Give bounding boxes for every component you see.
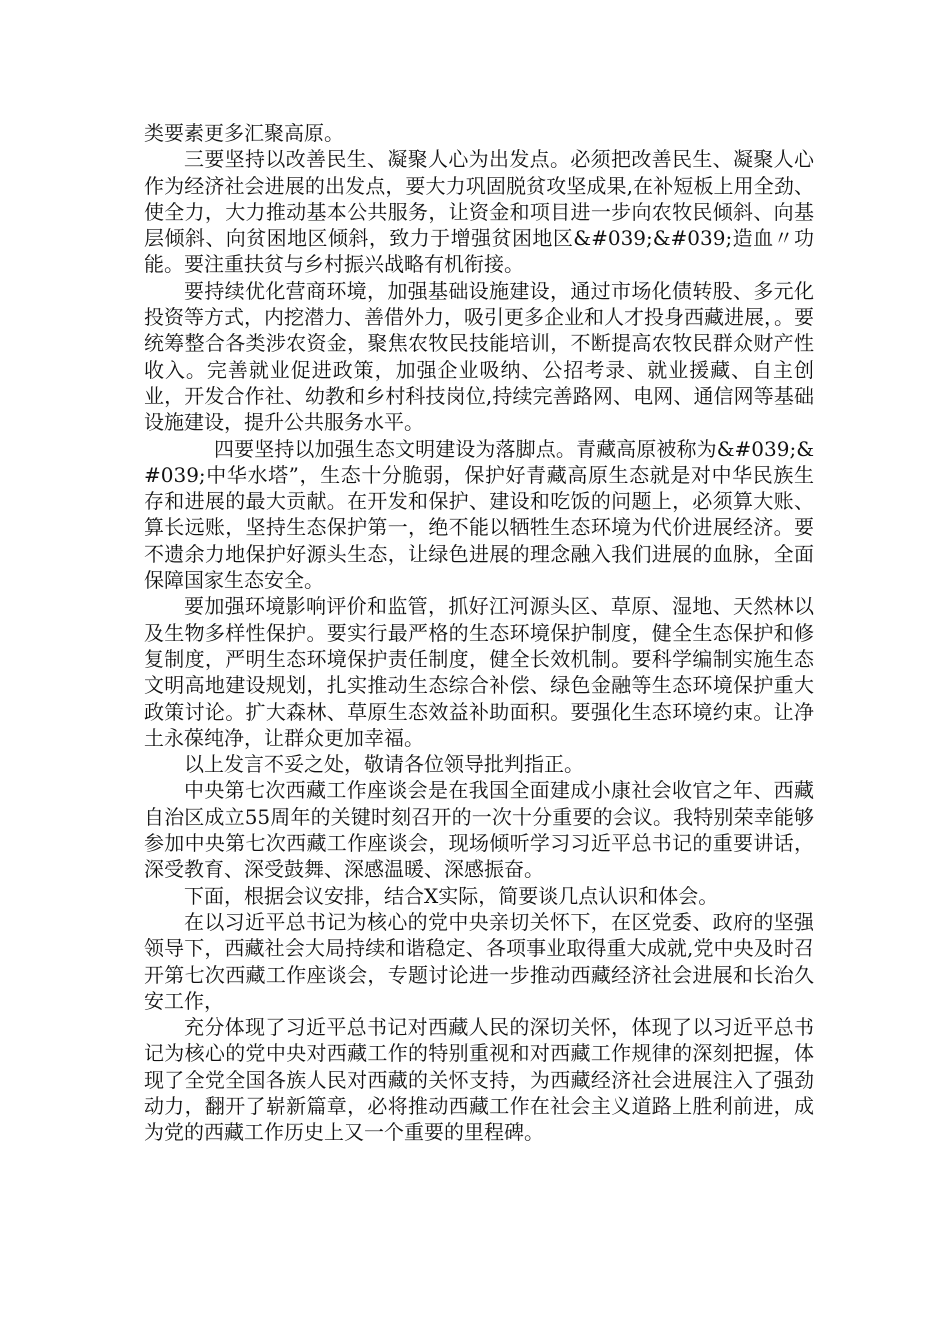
document-body: [144, 120, 814, 1146]
paragraph-significance: 充分体现了习近平总书记对西藏人民的深切关怀，体现了以习近平总书记为核心的党中央对西藏工作的特别重视和对西藏工作规律的深刻把握，体现了全党全国各族人民对西藏的关怀支持，为西藏经济社会进展注入了强劲动力，翻开了崭新篇章，必将推动西藏工作在社会主义道路上胜利前进，成为党的西藏工作历史上又一个重要的里程碑。: [144, 1015, 814, 1145]
paragraph-conference-intro: 中央第七次西藏工作座谈会是在我国全面建成小康社会收官之年、西藏自治区成立55周年的关键时刻召开的一次十分重要的会议。我特别荣幸能够参加中央第七次西藏工作座谈会，现场倾听学习习近平总书记的重要讲话，深受教育、深受鼓舞、深感温暖、深感振奋。: [144, 778, 814, 882]
paragraph-continuation: 类要素更多汇聚高原。: [144, 121, 344, 145]
paragraph-closing-remark: 以上发言不妥之处，敬请各位领导批判指正。: [184, 752, 584, 777]
paragraph-environment-protection: 要加强环境影响评价和监管，抓好江河源头区、草原、湿地、天然林以及生物多样性保护。要实行最严格的生态环境保护制度，健全生态保护和修复制度，严明生态环境保护责任制度，健全长效机制。要科学编制实施生态文明高地建设规划，扎实推动生态综合补偿、绿色金融等生态环境保护重大政策讨论。扩大森林、草原生态效益补助面积。要强化生态环境约束。让净土永葆纯净，让群众更加幸福。: [144, 594, 814, 750]
paragraph-ecology: 四要坚持以加强生态文明建设为落脚点。青藏高原被称为&#039;&#039;中华水塔”，生态十分脆弱，保护好青藏高原生态就是对中华民族生存和进展的最大贡献。在开发和保护、建设和吃饭的问题上，必须算大账、算长远账，坚持生态保护第一，绝不能以牺牲生态环境为代价进展经济。要不遗余力地保护好源头生态，让绿色进展的理念融入我们进展的血脉，全面保障国家生态安全。: [144, 436, 814, 593]
paragraph-business-environment: 要持续优化营商环境，加强基础设施建设，通过市场化债转股、多元化投资等方式，内挖潜力、善借外力，吸引更多企业和人才投身西藏进展，。要统筹整合各类涉农资金，聚焦农牧民技能培训，不断提高农牧民群众财产性收入。完善就业促进政策，加强企业吸纳、公招考录、就业援藏、自主创业，开发合作社、幼教和乡村科技岗位,持续完善路网、电网、通信网等基础设施建设，提升公共服务水平。: [144, 278, 814, 435]
paragraph-livelihood: 三要坚持以改善民生、凝聚人心为出发点。必须把改善民生、凝聚人心作为经济社会进展的出发点，要大力巩固脱贫攻坚成果,在补短板上用全劲、使全力，大力推动基本公共服务，让资金和项目进一步向农牧民倾斜、向基层倾斜、向贫困地区倾斜，致力于增强贫困地区&#039;&#039;造血〃功能。要注重扶贫与乡村振兴战略有机衔接。: [144, 147, 814, 277]
paragraph-achievements: 在以习近平总书记为核心的党中央亲切关怀下，在区党委、政府的坚强领导下，西藏社会大局持续和谐稳定、各项事业取得重大成就,党中央及时召开第七次西藏工作座谈会，专题讨论进一步推动西藏经济社会进展和长治久安工作，: [144, 909, 814, 1013]
paragraph-agenda: 下面，根据会议安排，结合X实际，简要谈几点认识和体会。: [184, 883, 719, 908]
